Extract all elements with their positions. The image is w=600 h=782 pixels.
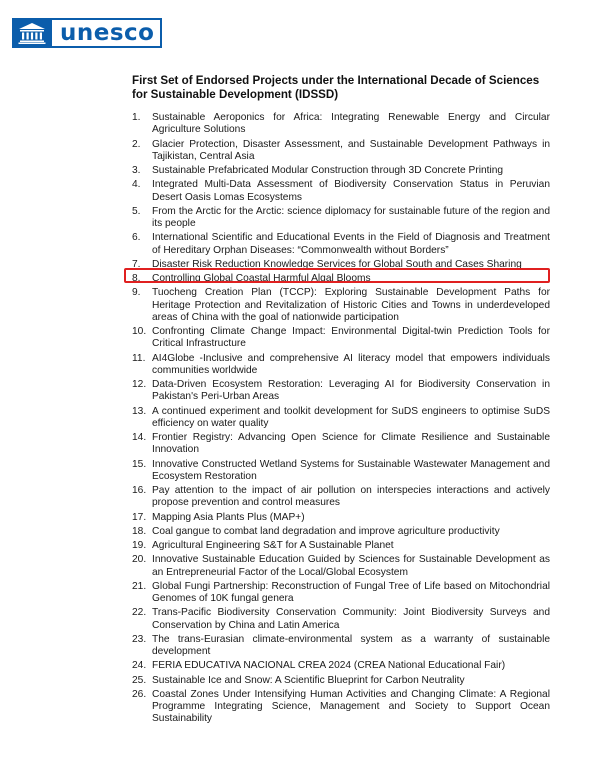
item-text: International Scientific and Educational Events in the Field of Diagnosis and Treatment of Hereditary Orphan Diseases: “Commonwealth without Borders” [152,232,550,256]
item-text: Trans-Pacific Biodiversity Conservation Community: Joint Biodiversity Surveys and Conservation by China and Latin America [152,607,550,631]
list-item [132,485,550,509]
item-number: 20. [132,554,147,566]
list-item [132,432,550,456]
item-text: Controlling Global Coastal Harmful Algal Blooms [152,273,371,285]
item-number: 8. [132,273,141,285]
item-number: 2. [132,138,141,150]
list-item [132,607,550,631]
item-text: Disaster Risk Reduction Knowledge Services for Global South and Cases Sharing [152,258,522,270]
list-item [132,554,550,578]
logo-wordmark: unesco [52,18,162,48]
item-number: 22. [132,607,147,619]
item-number: 18. [132,525,147,537]
list-item [132,406,550,430]
item-number: 6. [132,232,141,244]
item-number: 23. [132,633,147,645]
list-item [132,165,550,177]
list-item [132,206,550,230]
list-item [132,179,550,203]
list-item [132,581,550,605]
list-item [132,634,550,658]
item-text: FERIA EDUCATIVA NACIONAL CREA 2024 (CREA National Educational Fair) [152,660,506,672]
item-text: A continued experiment and toolkit development for SuDS engineers to optimise SuDS efficiency on water quality [152,405,550,429]
list-item [132,660,550,672]
list-item [132,112,550,136]
item-number: 1. [132,112,141,123]
item-text: Glacier Protection, Disaster Assessment, and Sustainable Development Pathways in Tajikistan, Central Asia [152,138,550,162]
item-number: 11. [132,352,146,364]
list-item [132,232,550,256]
item-text: AI4Globe -Inclusive and comprehensive AI literacy model that empowers individuals communities worldwide [152,352,550,376]
list-item [132,512,550,524]
item-text: Coastal Zones Under Intensifying Human Activities and Changing Climate: A Regional Programme Integrating Science, Management and Society to Support Ocean Sustainability [152,689,550,725]
item-text: Global Fungi Partnership: Reconstruction of Fungal Tree of Life based on Mitochondrial Genomes of 10K fungal genera [152,580,550,605]
item-text: Confronting Climate Change Impact: Environmental Digital-twin Prediction Tools for Critical Infrastructure [152,326,550,350]
item-number: 10. [132,326,147,338]
list-item [132,379,550,403]
item-text: Frontier Registry: Advancing Open Science for Climate Resilience and Sustainable Innovation [152,432,550,456]
list-item [132,287,550,324]
item-number: 13. [132,405,147,417]
item-number: 21. [132,580,147,592]
temple-emblem-icon [12,18,52,48]
list-item [132,326,550,350]
item-number: 24. [132,660,147,672]
list-item [132,459,550,483]
list-item [132,139,550,163]
item-number: 26. [132,689,147,701]
item-number: 7. [132,258,141,270]
item-number: 9. [132,287,141,299]
item-number: 19. [132,540,147,552]
item-text: The trans-Eurasian climate-environmental system as a warranty of sustainable development [152,633,550,658]
list-item [132,675,550,687]
item-number: 25. [132,674,147,686]
item-text: Sustainable Prefabricated Modular Construction through 3D Concrete Printing [152,165,504,176]
item-number: 5. [132,205,141,217]
page-title: First Set of Endorsed Projects under the International Decade of Sciences for Sustainable Development (IDSSD) [132,74,540,101]
item-number: 16. [132,485,147,497]
item-text: Innovative Sustainable Education Guided by Sciences for Sustainable Development as an Entrepreneurial Factor of the Local/Global Ecosystem [152,554,550,578]
item-number: 3. [132,165,141,176]
item-number: 4. [132,179,141,191]
unesco-logo [12,18,162,48]
highlight-box [124,268,550,283]
item-text: Sustainable Ice and Snow: A Scientific Blueprint for Carbon Neutrality [152,674,465,686]
item-text: Innovative Constructed Wetland Systems for Sustainable Wastewater Management and Ecosystem Restoration [152,458,550,482]
item-text: Data-Driven Ecosystem Restoration: Leveraging AI for Biodiversity Conservation in Pakistan's Peri-Urban Areas [152,379,550,403]
item-text: Sustainable Aeroponics for Africa: Integrating Renewable Energy and Circular Agriculture Solutions [152,112,550,136]
list-item [132,526,550,538]
item-number: 17. [132,511,147,523]
item-text: From the Arctic for the Arctic: science diplomacy for sustainable future of the region and its people [152,205,550,229]
list-item [132,540,550,552]
item-text: Pay attention to the impact of air pollution on interspecies interactions and actively propose prevention and control measures [152,485,550,509]
item-text: Coal gangue to combat land degradation and improve agriculture productivity [152,525,500,537]
list-item [132,689,550,726]
project-list [132,112,550,728]
item-number: 14. [132,432,147,444]
item-number: 12. [132,379,147,391]
list-item [132,353,550,377]
item-number: 15. [132,458,147,470]
item-text: Mapping Asia Plants Plus (MAP+) [152,511,305,523]
item-text: Agricultural Engineering S&T for A Sustainable Planet [152,540,394,552]
item-text: Integrated Multi-Data Assessment of Biodiversity Conservation Status in Peruvian Desert Oasis Lomas Ecosystems [152,179,550,203]
item-text: Tuocheng Creation Plan (TCCP): Exploring Sustainable Development Paths for Heritage Protection and Revitalization of Historic Cities and Towns in underdeveloped areas of China with the goal of nationwide participation [152,287,550,323]
